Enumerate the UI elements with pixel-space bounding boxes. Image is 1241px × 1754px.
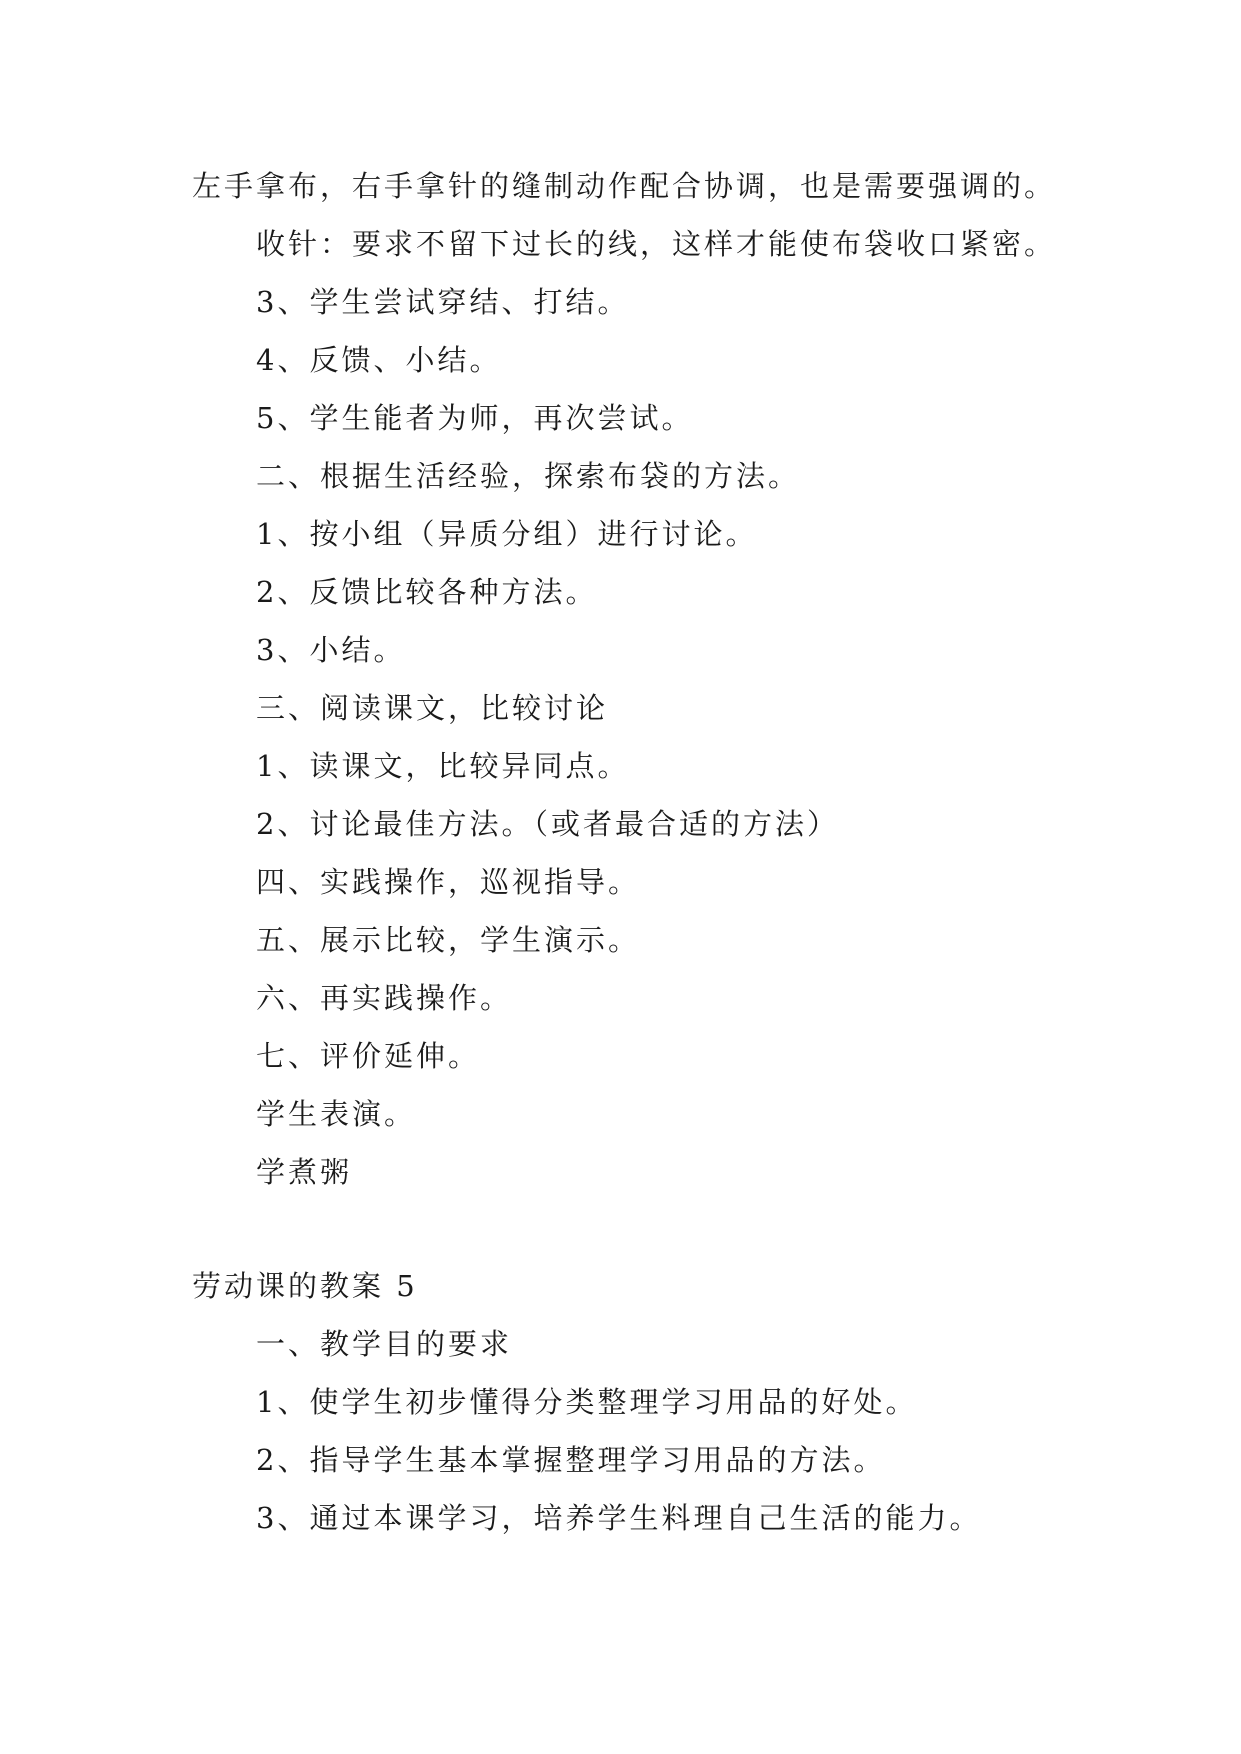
section-heading: 二、根据生活经验，探索布袋的方法。 <box>256 459 801 493</box>
paragraph-line: 2、指导学生基本掌握整理学习用品的方法。 <box>256 1443 886 1477</box>
paragraph-line: 学生表演。 <box>256 1097 417 1131</box>
paragraph-line: 1、读课文，比较异同点。 <box>256 749 630 783</box>
paragraph-line: 1、使学生初步懂得分类整理学习用品的好处。 <box>256 1385 918 1419</box>
paragraph-line: 收针：要求不留下过长的线，这样才能使布袋收口紧密。 <box>256 227 1057 261</box>
paragraph-line: 3、学生尝试穿结、打结。 <box>256 285 630 319</box>
section-heading: 七、评价延伸。 <box>256 1039 481 1073</box>
paragraph-line: 学煮粥 <box>256 1155 353 1189</box>
paragraph-line: 3、通过本课学习，培养学生料理自己生活的能力。 <box>256 1501 982 1535</box>
paragraph-line: 5、学生能者为师，再次尝试。 <box>256 401 694 435</box>
section-heading: 六、再实践操作。 <box>256 981 513 1015</box>
lesson-title: 劳动课的教案 5 <box>192 1269 418 1303</box>
paragraph-line: 2、讨论最佳方法。（或者最合适的方法） <box>256 807 839 841</box>
section-heading: 一、教学目的要求 <box>256 1327 513 1361</box>
paragraph-line: 1、按小组（异质分组）进行讨论。 <box>256 517 758 551</box>
paragraph-line: 3、小结。 <box>256 633 406 667</box>
paragraph-line: 4、反馈、小结。 <box>256 343 502 377</box>
paragraph-continuation: 左手拿布，右手拿针的缝制动作配合协调，也是需要强调的。 <box>192 169 1057 203</box>
section-heading: 四、实践操作，巡视指导。 <box>256 865 641 899</box>
section-heading: 三、阅读课文，比较讨论 <box>256 691 609 725</box>
section-heading: 五、展示比较，学生演示。 <box>256 923 641 957</box>
paragraph-line: 2、反馈比较各种方法。 <box>256 575 598 609</box>
